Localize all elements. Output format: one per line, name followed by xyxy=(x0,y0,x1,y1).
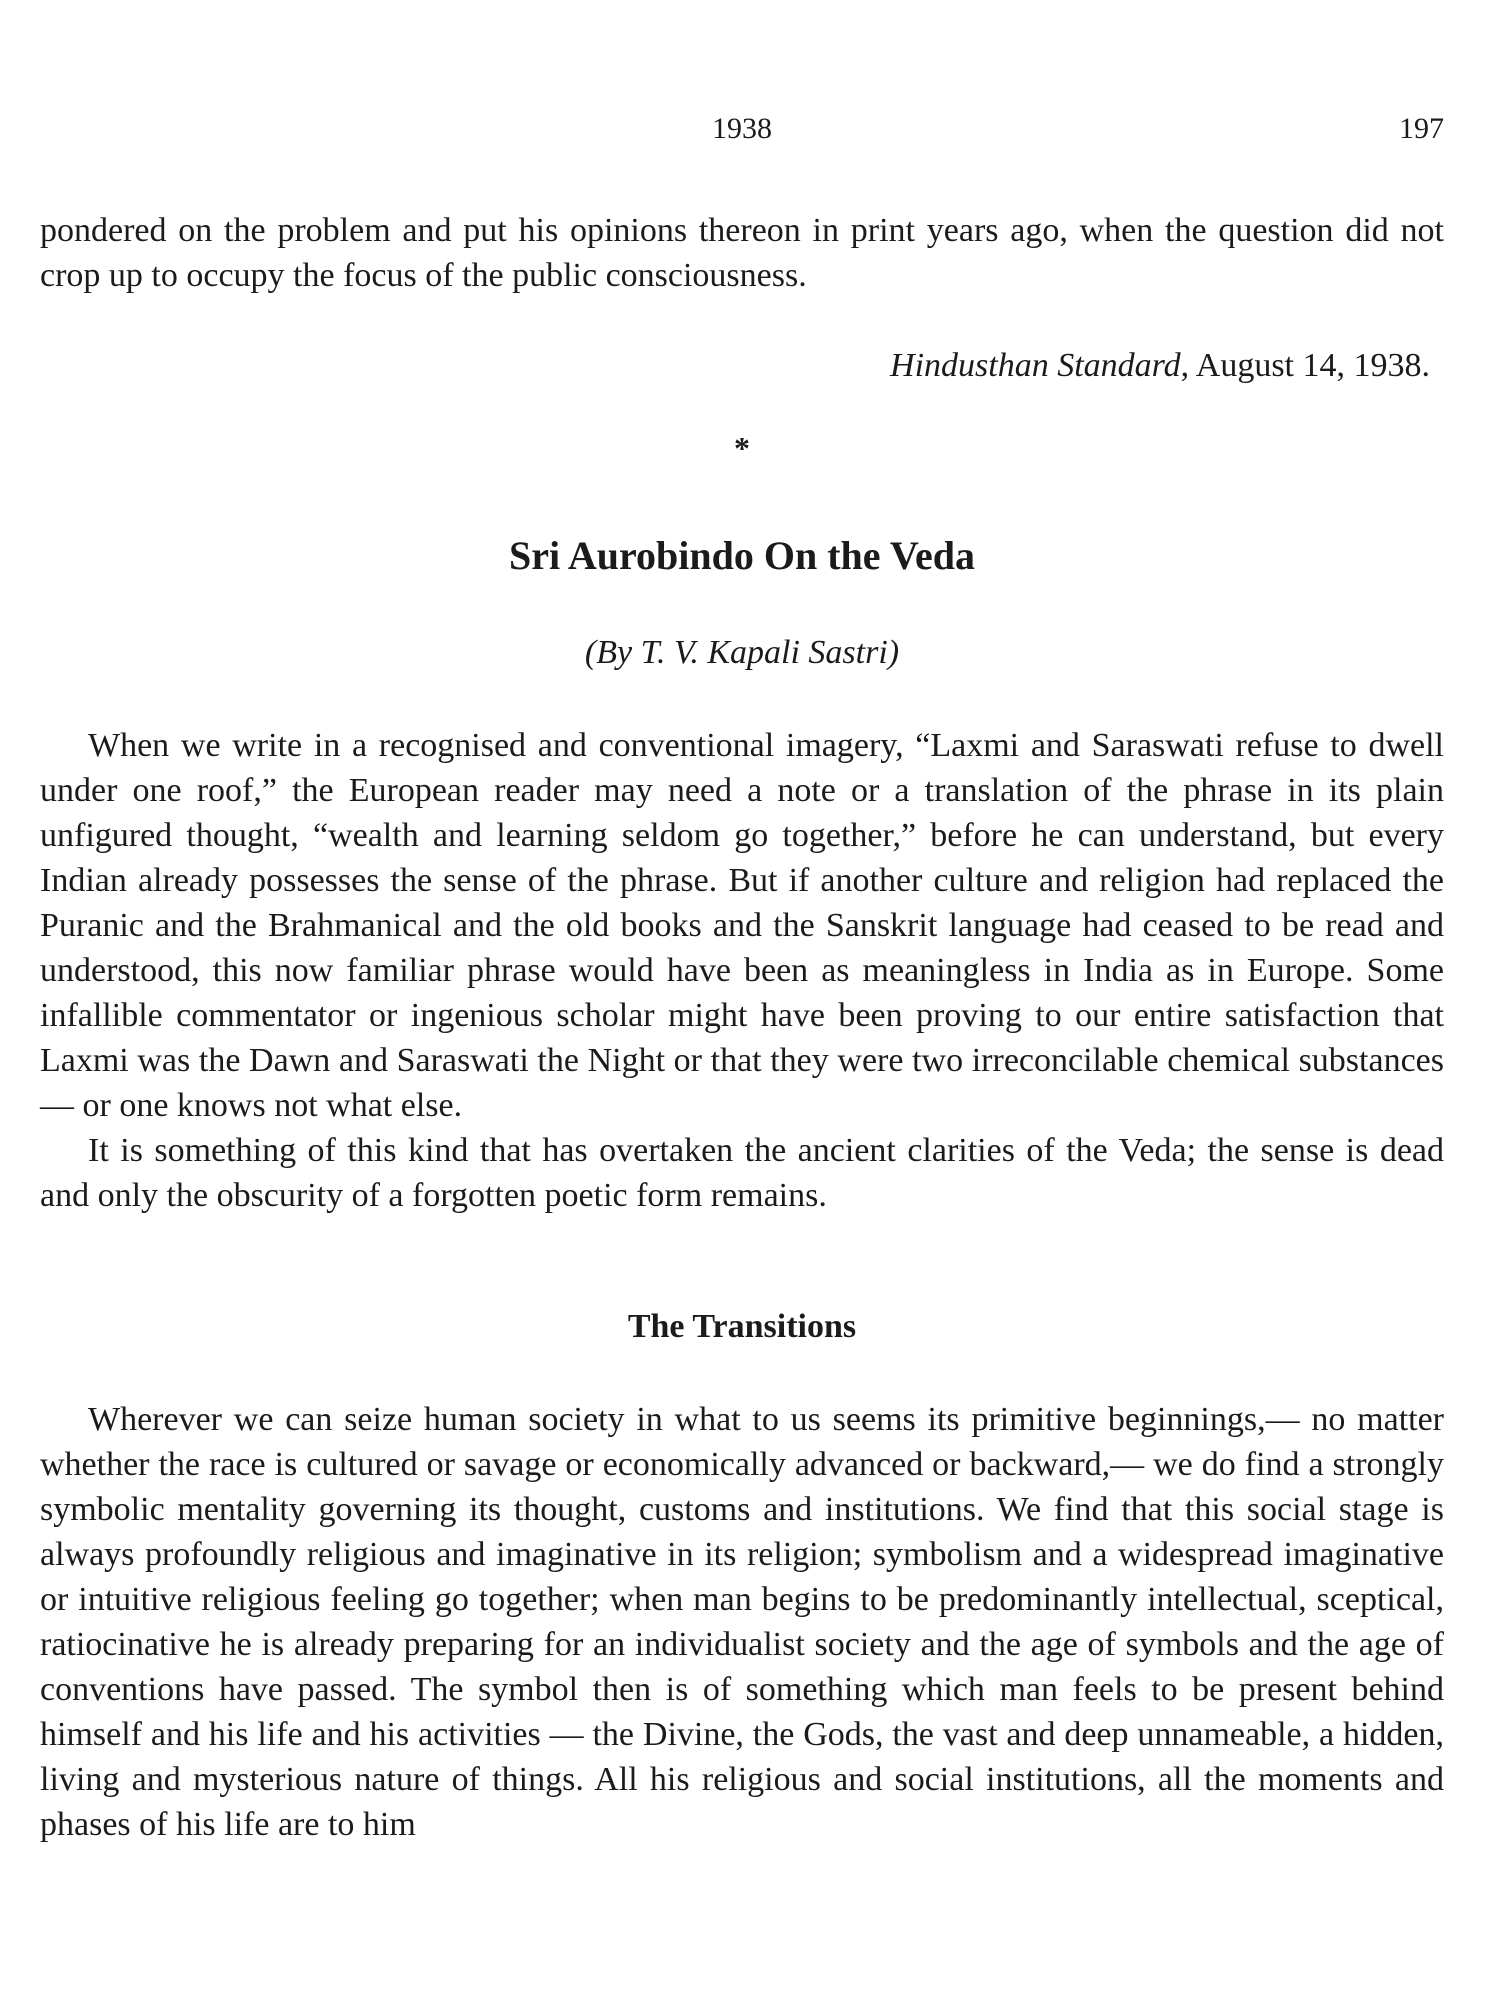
header-year: 1938 xyxy=(712,112,772,145)
opening-paragraph-block xyxy=(40,208,1444,298)
page-number: 197 xyxy=(1399,112,1444,145)
section-separator: * xyxy=(734,430,750,466)
running-header xyxy=(40,112,1444,152)
body-paragraph-2: It is something of this kind that has overtaken the ancient clarities of the Veda; the sense is dead and only the obscurity of a forgotten poetic form remains. xyxy=(40,1132,1444,1214)
source-citation xyxy=(890,343,1430,388)
article-title: Sri Aurobindo On the Veda xyxy=(508,533,976,578)
source-date: , August 14, 1938. xyxy=(1180,347,1430,384)
article-body xyxy=(40,723,1444,1218)
section-heading: The Transitions xyxy=(627,1308,857,1345)
opening-paragraph: pondered on the problem and put his opinions thereon in print years ago, when the question did not crop up to occupy the focus of the public consciousness. xyxy=(40,212,1444,294)
article-byline: (By T. V. Kapali Sastri) xyxy=(584,634,900,671)
source-publication: Hindusthan Standard xyxy=(890,347,1181,384)
section-paragraph: Wherever we can seize human society in what to us seems its primitive beginnings,— no matter whether the race is cultured or savage or economically advanced or backward,— we do find a strongly symbolic mentality governing its thought, customs and institutions. We find that this social stage is always profoundly religious and imaginative in its religion; symbolism and a widespread imaginative or intuitive religious feeling go together; when man begins to be predominantly intellectual, sceptical, ratiocinative he is already preparing for an individualist society and the age of symbols and the age of conventions have passed. The symbol then is of something which man feels to be present behind himself and his life and his activities — the Divine, the Gods, the vast and deep unnameable, a hidden, living and mysterious nature of things. All his religious and social institutions, all the moments and phases of his life are to him xyxy=(40,1401,1444,1843)
body-paragraph-1: When we write in a recognised and conventional imagery, “Laxmi and Saraswati refuse to dwell under one roof,” the European reader may need a note or a translation of the phrase in its plain unfigured thought, “wealth and learning seldom go together,” before he can understand, but every Indian already possesses the sense of the phrase. But if another culture and religion had replaced the Puranic and the Brahmanical and the old books and the Sanskrit language had ceased to be read and understood, this now familiar phrase would have been as meaningless in India as in Europe. Some infallible commentator or ingenious scholar might have been proving to our entire satisfaction that Laxmi was the Dawn and Saraswati the Night or that they were two irreconcilable chemical substances — or one knows not what else. xyxy=(40,727,1444,1124)
book-page xyxy=(40,0,1444,2000)
section-body xyxy=(40,1397,1444,1847)
